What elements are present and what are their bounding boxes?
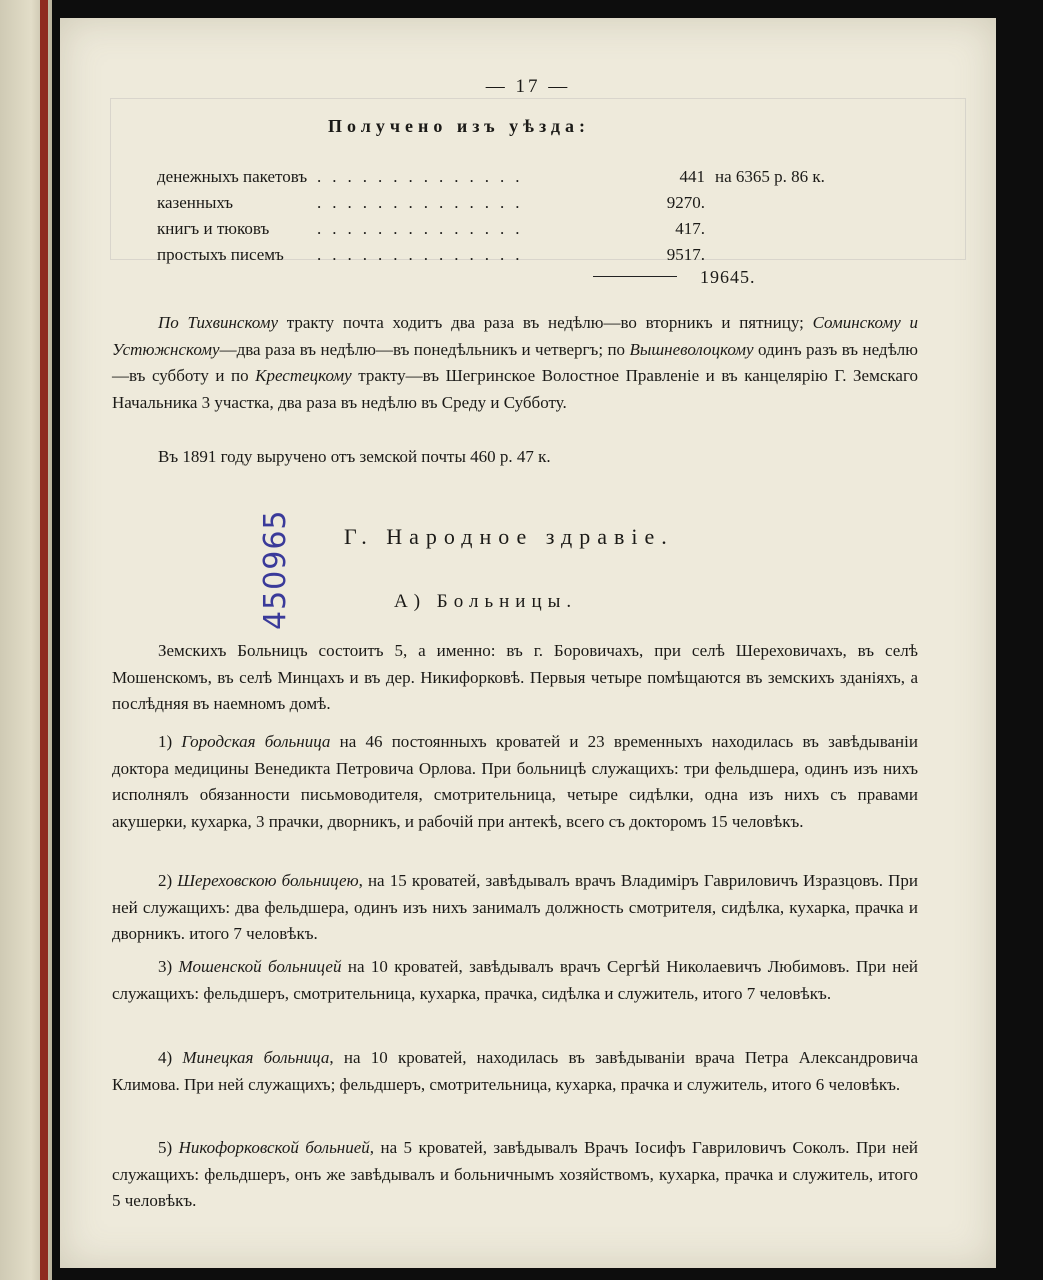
leader-dots: .............. xyxy=(317,245,531,264)
item-number: 3) xyxy=(158,957,179,976)
paragraph-text: , на 10 кроватей, находилась въ завѣдываніи врача Петра Александровича Климова. При ней служащихъ; фельдшеръ, смотрительница, кухарка, прачка и служитель, итого 6 человѣкъ. xyxy=(112,1048,918,1094)
subsection-heading: А) Больницы. xyxy=(394,591,578,612)
row-value: 417. xyxy=(675,219,705,238)
received-table xyxy=(157,164,857,268)
hospital-paragraph xyxy=(112,729,918,835)
page-number: — 17 — xyxy=(485,76,571,97)
received-total: 19645. xyxy=(700,267,756,287)
leader-dots: .............. xyxy=(317,219,531,238)
item-number: 1) xyxy=(158,732,182,751)
table-row xyxy=(157,190,857,216)
hospital-paragraph xyxy=(112,954,918,1007)
item-number: 5) xyxy=(158,1138,179,1157)
row-extra: на 6365 р. 86 к. xyxy=(715,167,825,186)
hospital-paragraph xyxy=(112,868,918,948)
paragraph-text: одинъ разъ въ недѣлю—въ субботу и по xyxy=(112,339,918,385)
hospital-paragraph xyxy=(112,1045,918,1098)
route-name: По Тихвинскому xyxy=(158,313,279,332)
route-name: Крестецкому xyxy=(255,366,352,385)
hospital-name: Никофорковской больнией xyxy=(178,1138,370,1157)
received-heading: Получено изъ уѣзда: xyxy=(328,116,590,136)
row-value: 9517. xyxy=(666,245,705,264)
row-value: 441 xyxy=(679,167,705,186)
hospital-name: Мошенской больницей xyxy=(178,957,342,976)
hospital-name: Шереховскою больницею xyxy=(177,871,359,890)
row-label: простыхъ писемъ xyxy=(157,245,284,264)
section-heading: Г. Народное здравіе. xyxy=(344,524,674,549)
table-row xyxy=(157,242,857,268)
table-row xyxy=(157,164,857,190)
item-number: 4) xyxy=(158,1048,183,1067)
route-name: Вышневолоцкому xyxy=(629,339,754,359)
hospitals-intro: Земскихъ Больницъ состоитъ 5, а именно: въ г. Боровичахъ, при селѣ Шереховичахъ, въ селѣ Мошенскомъ, въ селѣ Минцахъ и въ дер. Никифорковѣ. Первыя четыре помѣщаются въ земскихъ зданіяхъ, а послѣдняя въ наемномъ домѣ. xyxy=(112,641,918,713)
sum-line xyxy=(593,276,677,277)
row-label: книгъ и тюковъ xyxy=(157,219,270,238)
page-binding-strip xyxy=(40,0,48,1280)
document-page xyxy=(60,18,996,1268)
row-label: денежныхъ пакетовъ xyxy=(157,167,308,186)
row-value: 9270. xyxy=(666,193,705,212)
hospital-name: Минецкая больница xyxy=(182,1048,330,1067)
leader-dots: .............. xyxy=(317,193,531,212)
hospital-name: Городская больница xyxy=(181,732,331,751)
paragraph-text: , на 5 кроватей, завѣдывалъ Врачъ Іосифъ Гавриловичъ Соколъ. При ней служащихъ: фельдшеръ, онъ же завѣдывалъ и больничнымъ хозяйствомъ, кухарка, прачка и служитель, итого 5 человѣкъ. xyxy=(112,1138,918,1210)
left-page-edge xyxy=(0,0,52,1280)
paragraph-text: —два раза въ недѣлю—въ понедѣльникъ и четвергъ; по xyxy=(219,339,630,359)
income-paragraph: Въ 1891 году выручено отъ земской почты 460 р. 47 к. xyxy=(158,447,551,466)
paragraph-text: на 46 постоянныхъ кроватей и 23 временныхъ находилась въ завѣдываніи доктора медицины Венедикта Петровича Орлова. При больницѣ служащихъ: три фельдшера, одинъ изъ нихъ исполнялъ обязанности письмоводителя, смотрительница, четыре сидѣлки, одна изъ нихъ съ правами акушерки, кухарка, 3 прачки, дворникъ, и рабочій при антекѣ, всего съ докторомъ 15 человѣкъ. xyxy=(112,732,918,831)
paragraph-text: на 10 кроватей, завѣдывалъ врачъ Сергѣй Николаевичъ Любимовъ. При ней служащихъ: фельдшеръ, смотрительница, кухарка, прачка, сидѣлка и служитель, итого 7 человѣкъ. xyxy=(112,957,918,1003)
hospital-paragraph xyxy=(112,1135,918,1215)
paragraph-text: , на 15 кроватей, завѣдывалъ врачъ Владиміръ Гавриловичъ Изразцовъ. При ней служащихъ: два фельдшера, одинъ изъ нихъ занималъ должность смотрителя, сидѣлка, кухарка, прачка и дворникъ. итого 7 человѣкъ. xyxy=(112,871,918,943)
paragraph-text: тракту—въ Шегринское Волостное Правленіе и въ канцелярію Г. Земскаго Начальника 3 участка, два раза въ недѣлю въ Среду и Субботу. xyxy=(112,366,919,412)
row-label: казенныхъ xyxy=(157,193,234,212)
table-row xyxy=(157,216,857,242)
handwritten-number: 450965 xyxy=(258,509,293,631)
item-number: 2) xyxy=(158,871,178,890)
leader-dots: .............. xyxy=(317,167,531,186)
route-name: Соминскому и Устюжнскому xyxy=(112,313,918,359)
paragraph-text: тракту почта ходитъ два раза въ недѣлю—во вторникъ и пятницу; xyxy=(278,313,813,332)
post-paragraph xyxy=(112,310,918,416)
